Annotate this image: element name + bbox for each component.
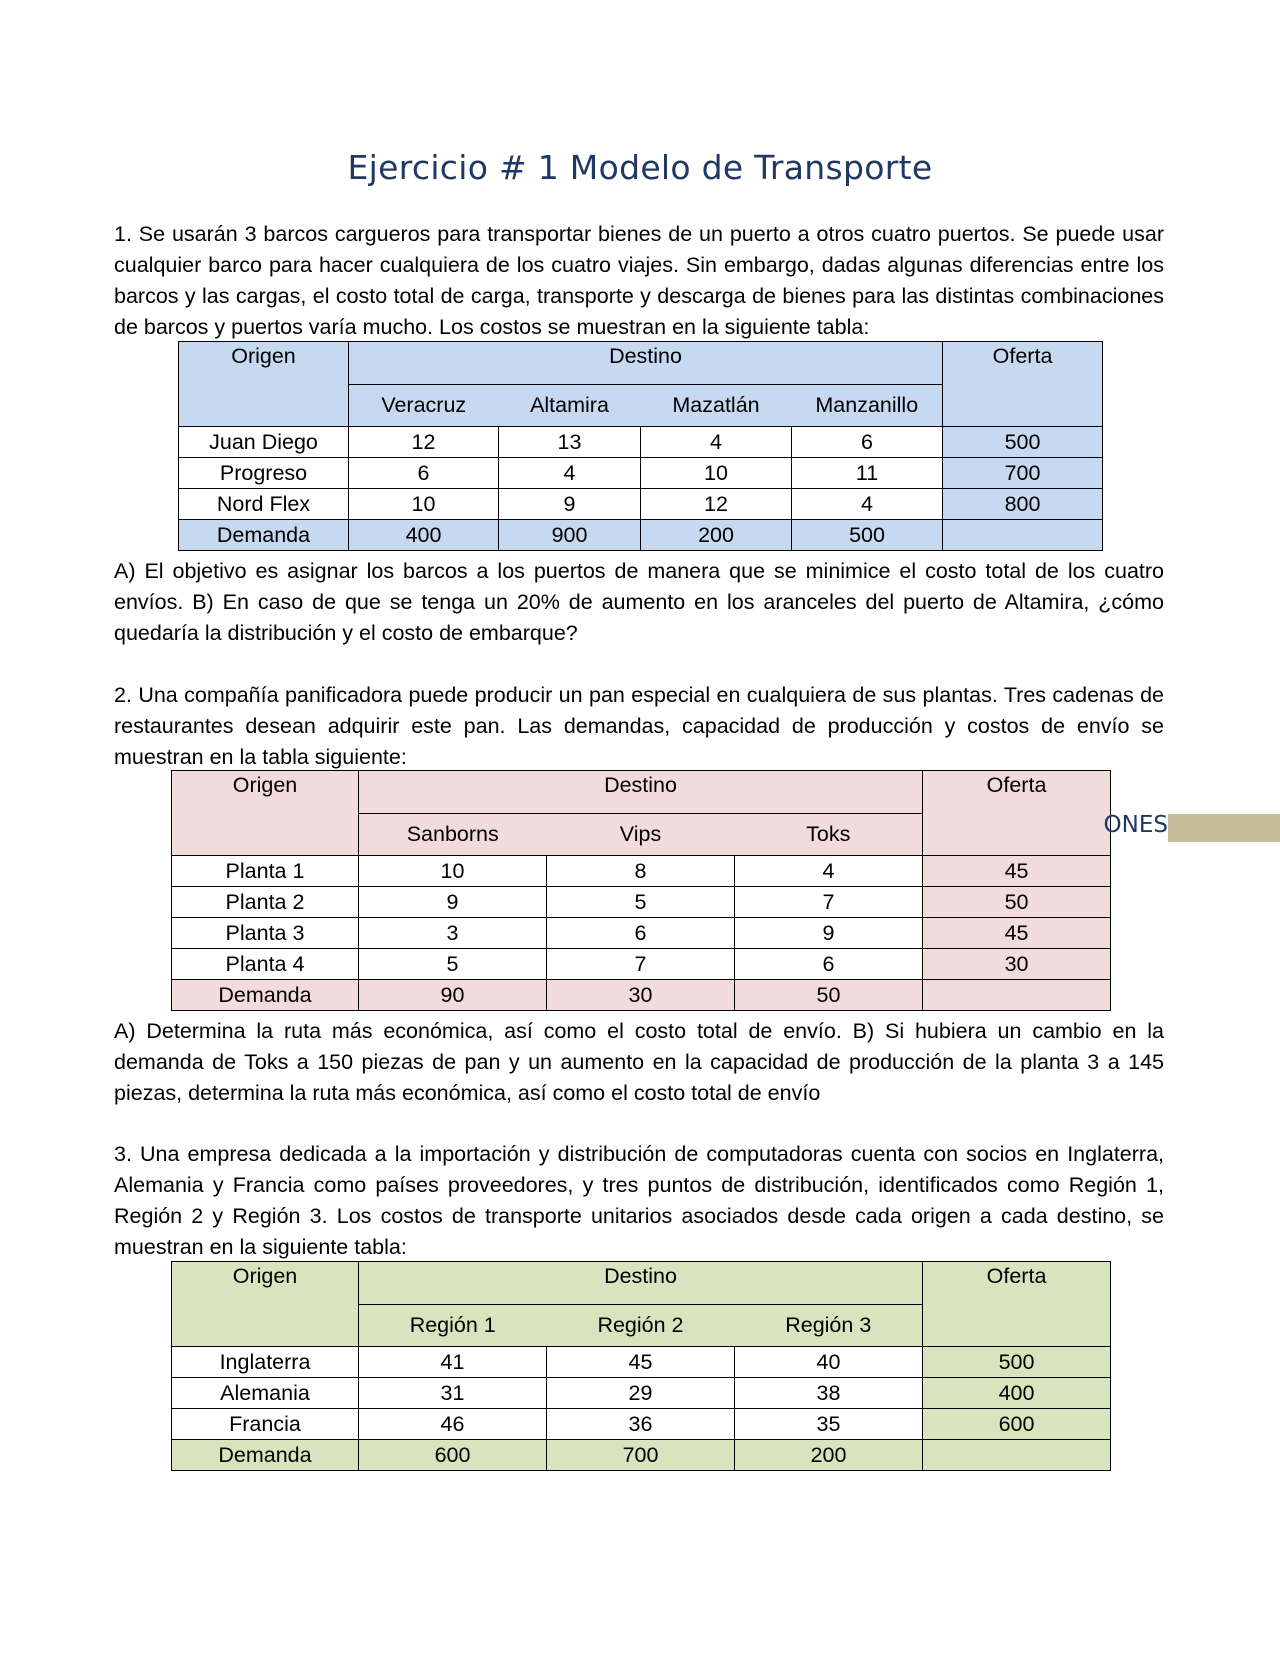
cost-cell: 4 — [735, 856, 923, 887]
origen-header: Origen — [179, 342, 349, 427]
cost-cell: 40 — [735, 1347, 923, 1378]
table-3 — [171, 1261, 1111, 1471]
oferta-cell: 500 — [943, 427, 1103, 458]
demanda-cell: 200 — [641, 520, 792, 551]
table-row — [172, 1378, 1111, 1409]
demanda-cell: 600 — [359, 1440, 547, 1471]
oferta-header: Oferta — [943, 342, 1103, 427]
demanda-label: Demanda — [179, 520, 349, 551]
problem-3-text: 3. Una empresa dedicada a la importación y distribución de computadoras cuenta con socios en Inglaterra, Alemania y Francia como países proveedores, y tres puntos de distribución, identificados como Región 1, Región 2 y Región 3. Los costos de transporte unitarios asociados desde cada origen a cada destino, se muestran en la siguiente tabla: — [114, 1142, 1164, 1259]
table-row — [172, 1409, 1111, 1440]
row-label: Progreso — [179, 458, 349, 489]
column-header: Toks — [735, 813, 923, 856]
column-header: Región 3 — [735, 1304, 923, 1347]
problem-1-text: 1. Se usarán 3 barcos cargueros para transportar bienes de un puerto a otros cuatro puertos. Se puede usar cualquier barco para hacer cualquiera de los cuatro viajes. Sin embargo, dadas algunas diferencias entre los barcos y las cargas, el costo total de carga, transporte y descarga de bienes para las distintas combinaciones de barcos y puertos varía mucho. Los costos se muestran en la siguiente tabla: — [114, 222, 1164, 339]
row-label: Francia — [172, 1409, 359, 1440]
cost-cell: 13 — [499, 427, 641, 458]
table-2 — [171, 770, 1111, 1011]
cost-cell: 4 — [499, 458, 641, 489]
demanda-cell: 30 — [547, 980, 735, 1011]
cost-cell: 38 — [735, 1378, 923, 1409]
oferta-cell: 500 — [923, 1347, 1111, 1378]
oferta-cell: 45 — [923, 856, 1111, 887]
oferta-cell: 700 — [943, 458, 1103, 489]
cost-cell: 8 — [547, 856, 735, 887]
cost-cell: 10 — [349, 489, 499, 520]
problem-1-questions: A) El objetivo es asignar los barcos a los puertos de manera que se minimice el costo total de los cuatro envíos. B) En caso de que se tenga un 20% de aumento en los aranceles del puerto de Altamira, ¿cómo quedaría la distribución y el costo de embarque? — [114, 559, 1164, 645]
cost-cell: 10 — [641, 458, 792, 489]
oferta-cell: 30 — [923, 949, 1111, 980]
cost-cell: 6 — [547, 918, 735, 949]
row-label: Planta 2 — [172, 887, 359, 918]
destino-header: Destino — [359, 1262, 923, 1305]
table-row — [172, 1347, 1111, 1378]
row-label: Planta 4 — [172, 949, 359, 980]
cost-cell: 4 — [641, 427, 792, 458]
row-label: Planta 1 — [172, 856, 359, 887]
table-row — [172, 918, 1111, 949]
demanda-cell: 500 — [792, 520, 943, 551]
cost-cell: 6 — [735, 949, 923, 980]
cost-cell: 41 — [359, 1347, 547, 1378]
oferta-cell: 600 — [923, 1409, 1111, 1440]
cost-cell: 46 — [359, 1409, 547, 1440]
cost-cell: 7 — [735, 887, 923, 918]
row-label: Juan Diego — [179, 427, 349, 458]
origen-header: Origen — [172, 1262, 359, 1347]
cost-cell: 9 — [359, 887, 547, 918]
table-1 — [178, 341, 1103, 551]
oferta-header: Oferta — [923, 1262, 1111, 1347]
cost-cell: 9 — [735, 918, 923, 949]
demanda-row — [172, 1440, 1111, 1471]
table-row — [179, 458, 1103, 489]
cost-cell: 5 — [359, 949, 547, 980]
cost-cell: 12 — [641, 489, 792, 520]
column-header: Manzanillo — [792, 384, 943, 427]
oferta-cell: 45 — [923, 918, 1111, 949]
table-row — [172, 949, 1111, 980]
page-title: Ejercicio # 1 Modelo de Transporte — [347, 148, 933, 187]
clipped-heading-fragment: ONES — [1103, 812, 1168, 838]
column-header: Vips — [547, 813, 735, 856]
destino-header: Destino — [359, 771, 923, 814]
oferta-cell: 400 — [923, 1378, 1111, 1409]
cost-cell: 36 — [547, 1409, 735, 1440]
problem-2-questions: A) Determina la ruta más económica, así como el costo total de envío. B) Si hubiera un cambio en la demanda de Toks a 150 piezas de pan y un aumento en la capacidad de producción de la planta 3 a 145 piezas, determina la ruta más económica, así como el costo total de envío — [114, 1019, 1164, 1105]
cost-cell: 11 — [792, 458, 943, 489]
empty-cell — [923, 1440, 1111, 1471]
cost-cell: 12 — [349, 427, 499, 458]
cost-cell: 10 — [359, 856, 547, 887]
oferta-cell: 800 — [943, 489, 1103, 520]
row-label: Nord Flex — [179, 489, 349, 520]
cost-cell: 3 — [359, 918, 547, 949]
cost-cell: 45 — [547, 1347, 735, 1378]
cost-cell: 31 — [359, 1378, 547, 1409]
column-header: Mazatlán — [641, 384, 792, 427]
decorative-bar — [1168, 814, 1280, 842]
oferta-header: Oferta — [923, 771, 1111, 856]
column-header: Región 2 — [547, 1304, 735, 1347]
demanda-row — [179, 520, 1103, 551]
problem-2-text: 2. Una compañía panificadora puede producir un pan especial en cualquiera de sus plantas. Tres cadenas de restaurantes desean adquirir este pan. Las demandas, capacidad de producción y costos de envío se muestran en la tabla siguiente: — [114, 683, 1164, 769]
cost-cell: 4 — [792, 489, 943, 520]
cost-cell: 9 — [499, 489, 641, 520]
demanda-cell: 400 — [349, 520, 499, 551]
cost-cell: 6 — [349, 458, 499, 489]
demanda-cell: 900 — [499, 520, 641, 551]
demanda-cell: 90 — [359, 980, 547, 1011]
cost-cell: 5 — [547, 887, 735, 918]
demanda-label: Demanda — [172, 980, 359, 1011]
origen-header: Origen — [172, 771, 359, 856]
cost-cell: 29 — [547, 1378, 735, 1409]
cost-cell: 7 — [547, 949, 735, 980]
table-row — [172, 887, 1111, 918]
demanda-row — [172, 980, 1111, 1011]
row-label: Inglaterra — [172, 1347, 359, 1378]
demanda-cell: 200 — [735, 1440, 923, 1471]
row-label: Alemania — [172, 1378, 359, 1409]
cost-cell: 6 — [792, 427, 943, 458]
table-row — [179, 489, 1103, 520]
column-header: Veracruz — [349, 384, 499, 427]
column-header: Región 1 — [359, 1304, 547, 1347]
cost-cell: 35 — [735, 1409, 923, 1440]
oferta-cell: 50 — [923, 887, 1111, 918]
demanda-cell: 50 — [735, 980, 923, 1011]
row-label: Planta 3 — [172, 918, 359, 949]
column-header: Altamira — [499, 384, 641, 427]
demanda-cell: 700 — [547, 1440, 735, 1471]
column-header: Sanborns — [359, 813, 547, 856]
empty-cell — [923, 980, 1111, 1011]
table-row — [172, 856, 1111, 887]
table-row — [179, 427, 1103, 458]
destino-header: Destino — [349, 342, 943, 385]
demanda-label: Demanda — [172, 1440, 359, 1471]
empty-cell — [943, 520, 1103, 551]
